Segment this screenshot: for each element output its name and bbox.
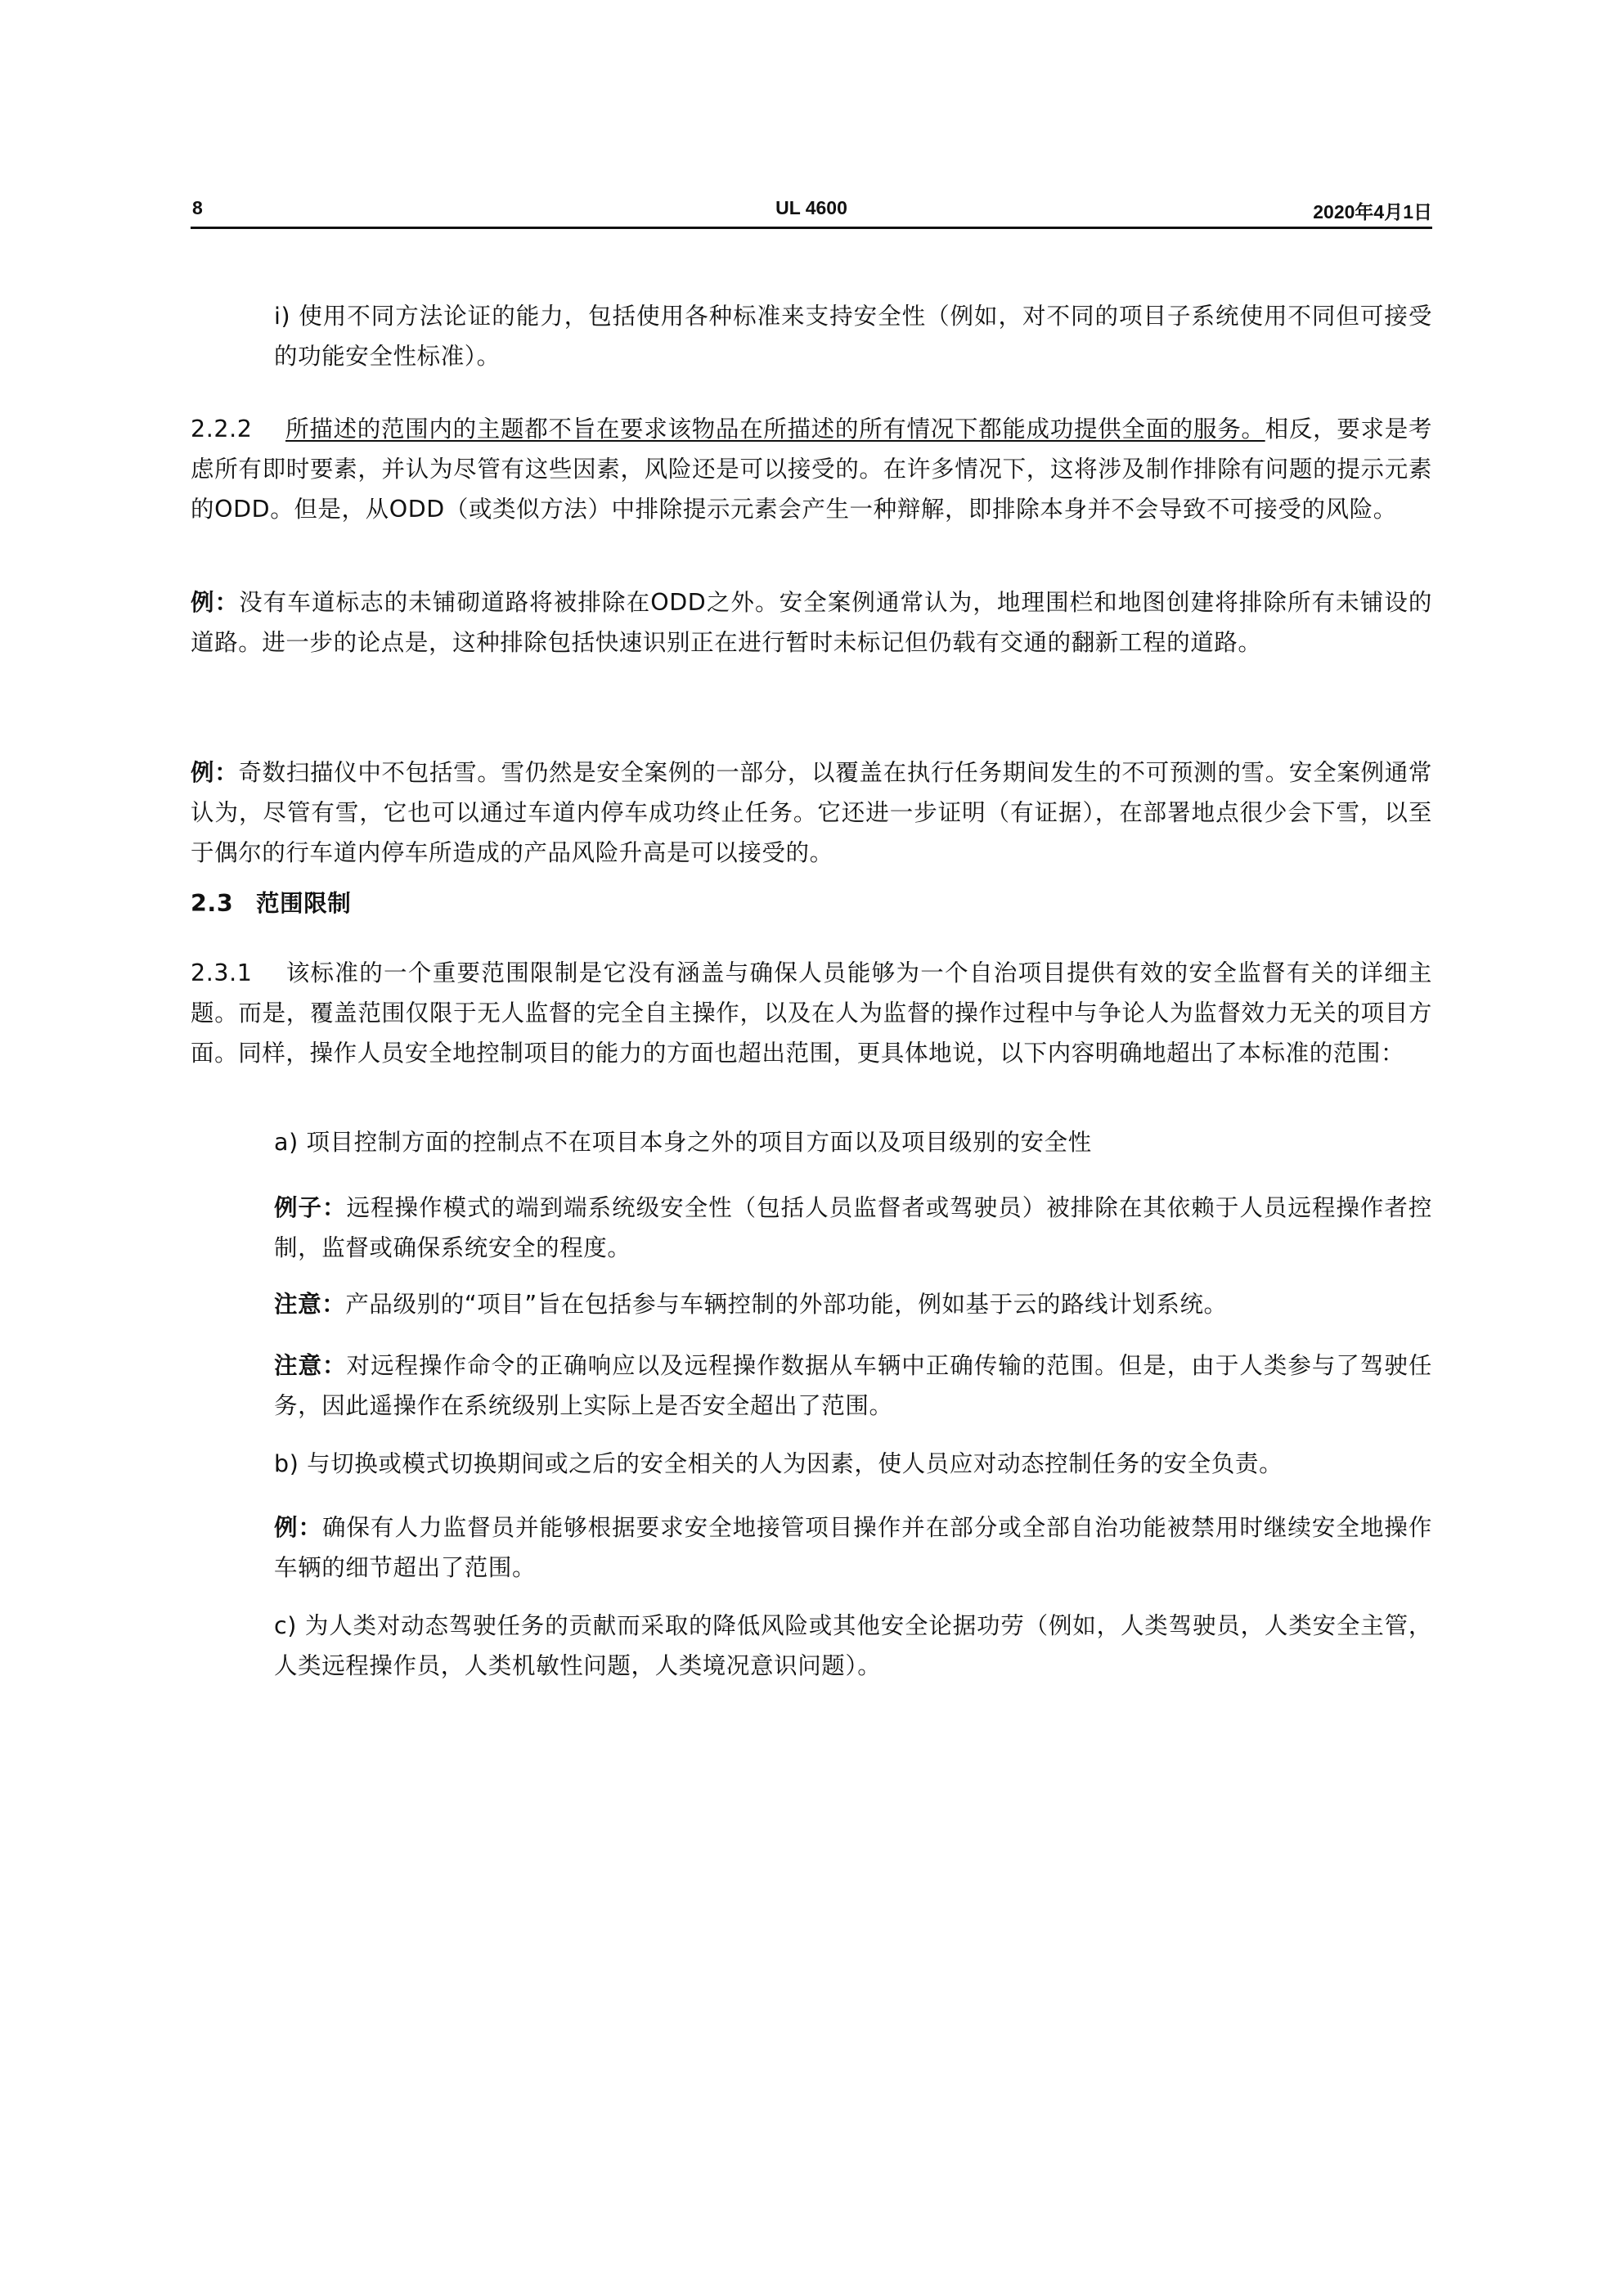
header-date: 2020年4月1日 xyxy=(1313,201,1432,222)
clause-number: 2.2.2 xyxy=(191,416,253,443)
note-text: 对远程操作命令的正确响应以及远程操作数据从车辆中正确传输的范围。但是，由于人类参与了驾驶任务，因此遥操作在系统级别上实际上是否安全超出了范围。 xyxy=(274,1352,1432,1419)
page-header xyxy=(191,194,1432,229)
example-text: 奇数扫描仪中不包括雪。雪仍然是安全案例的一部分，以覆盖在执行任务期间发生的不可预测的雪。安全案例通常认为，尽管有雪，它也可以通过车道内停车成功终止任务。它还进一步证明（有证据），在部署地点很少会下雪，以至于偶尔的行车道内停车所造成的产品风险升高是可以接受的。 xyxy=(191,759,1432,866)
example-text: 没有车道标志的未铺砌道路将被排除在ODD之外。安全案例通常认为，地理围栏和地图创建将排除所有未铺设的道路。进一步的论点是，这种排除包括快速识别正在进行暂时未标记但仍载有交通的翻新工程的道路。 xyxy=(191,589,1433,656)
clause-underlined-text: 所描述的范围内的主题都不旨在要求该物品在所描述的所有情况下都能成功提供全面的服务。 xyxy=(285,416,1265,443)
section-title: 范围限制 xyxy=(256,890,352,917)
note-label: 注意： xyxy=(274,1352,347,1379)
note-paragraph xyxy=(274,1284,1432,1324)
list-item-b: b) 与切换或模式切换期间或之后的安全相关的人为因素，使人员应对动态控制任务的安全负责。 xyxy=(274,1450,1283,1477)
example-text: 远程操作模式的端到端系统级安全性（包括人员监督者或驾驶员）被排除在其依赖于人员远程操作者控制，监督或确保系统安全的程度。 xyxy=(274,1194,1432,1261)
example-label: 例： xyxy=(191,589,240,616)
section-heading xyxy=(191,885,351,919)
example-paragraph xyxy=(274,1507,1432,1588)
section-number: 2.3 xyxy=(191,890,234,917)
list-item-c: c) 为人类对动态驾驶任务的贡献而采取的降低风险或其他安全论据功劳（例如，人类驾驶员，人类安全主管，人类远程操作员，人类机敏性问题，人类境况意识问题）。 xyxy=(274,1612,1432,1679)
example-label: 例子： xyxy=(274,1194,347,1221)
example-paragraph xyxy=(274,1188,1432,1268)
clause-2-3-1 xyxy=(191,953,1432,1073)
example-text: 确保有人力监督员并能够根据要求安全地接管项目操作并在部分或全部自治功能被禁用时继续安全地操作车辆的细节超出了范围。 xyxy=(274,1514,1433,1581)
clause-2-2-2 xyxy=(191,409,1432,529)
example-paragraph xyxy=(191,582,1432,663)
example-paragraph xyxy=(191,753,1432,873)
example-label: 例： xyxy=(191,759,239,786)
note-label: 注意： xyxy=(274,1291,346,1318)
list-item-i: i) 使用不同方法论证的能力，包括使用各种标准来支持安全性（例如，对不同的项目子系统使用不同但可接受的功能安全性标准）。 xyxy=(274,303,1432,370)
clause-text: 该标准的一个重要范围限制是它没有涵盖与确保人员能够为一个自治项目提供有效的安全监督有关的详细主题。而是，覆盖范围仅限于无人监督的完全自主操作，以及在人为监督的操作过程中与争论人为监督效力无关的项目方面。同样，操作人员安全地控制项目的能力的方面也超出范围，更具体地说，以下内容明确地超出了本标准的范围： xyxy=(191,959,1432,1067)
note-text: 产品级别的“项目”旨在包括参与车辆控制的外部功能，例如基于云的路线计划系统。 xyxy=(345,1291,1228,1318)
clause-text: 相反，要求是考虑所有即时要素，并认为尽管有这些因素，风险还是可以接受的。在许多情况下，这将涉及制作排除有问题的提示元素的ODD。但是，从ODD（或类似方法）中排除提示元素会产生一种辩解，即排除本身并不会导致不可接受的风险。 xyxy=(191,416,1433,523)
list-item-a: a) 项目控制方面的控制点不在项目本身之外的项目方面以及项目级别的安全性 xyxy=(274,1129,1092,1156)
clause-number: 2.3.1 xyxy=(191,959,253,986)
note-paragraph xyxy=(274,1346,1432,1426)
page-number: 8 xyxy=(192,197,203,218)
example-label: 例： xyxy=(274,1514,323,1541)
standard-title: UL 4600 xyxy=(775,197,847,218)
